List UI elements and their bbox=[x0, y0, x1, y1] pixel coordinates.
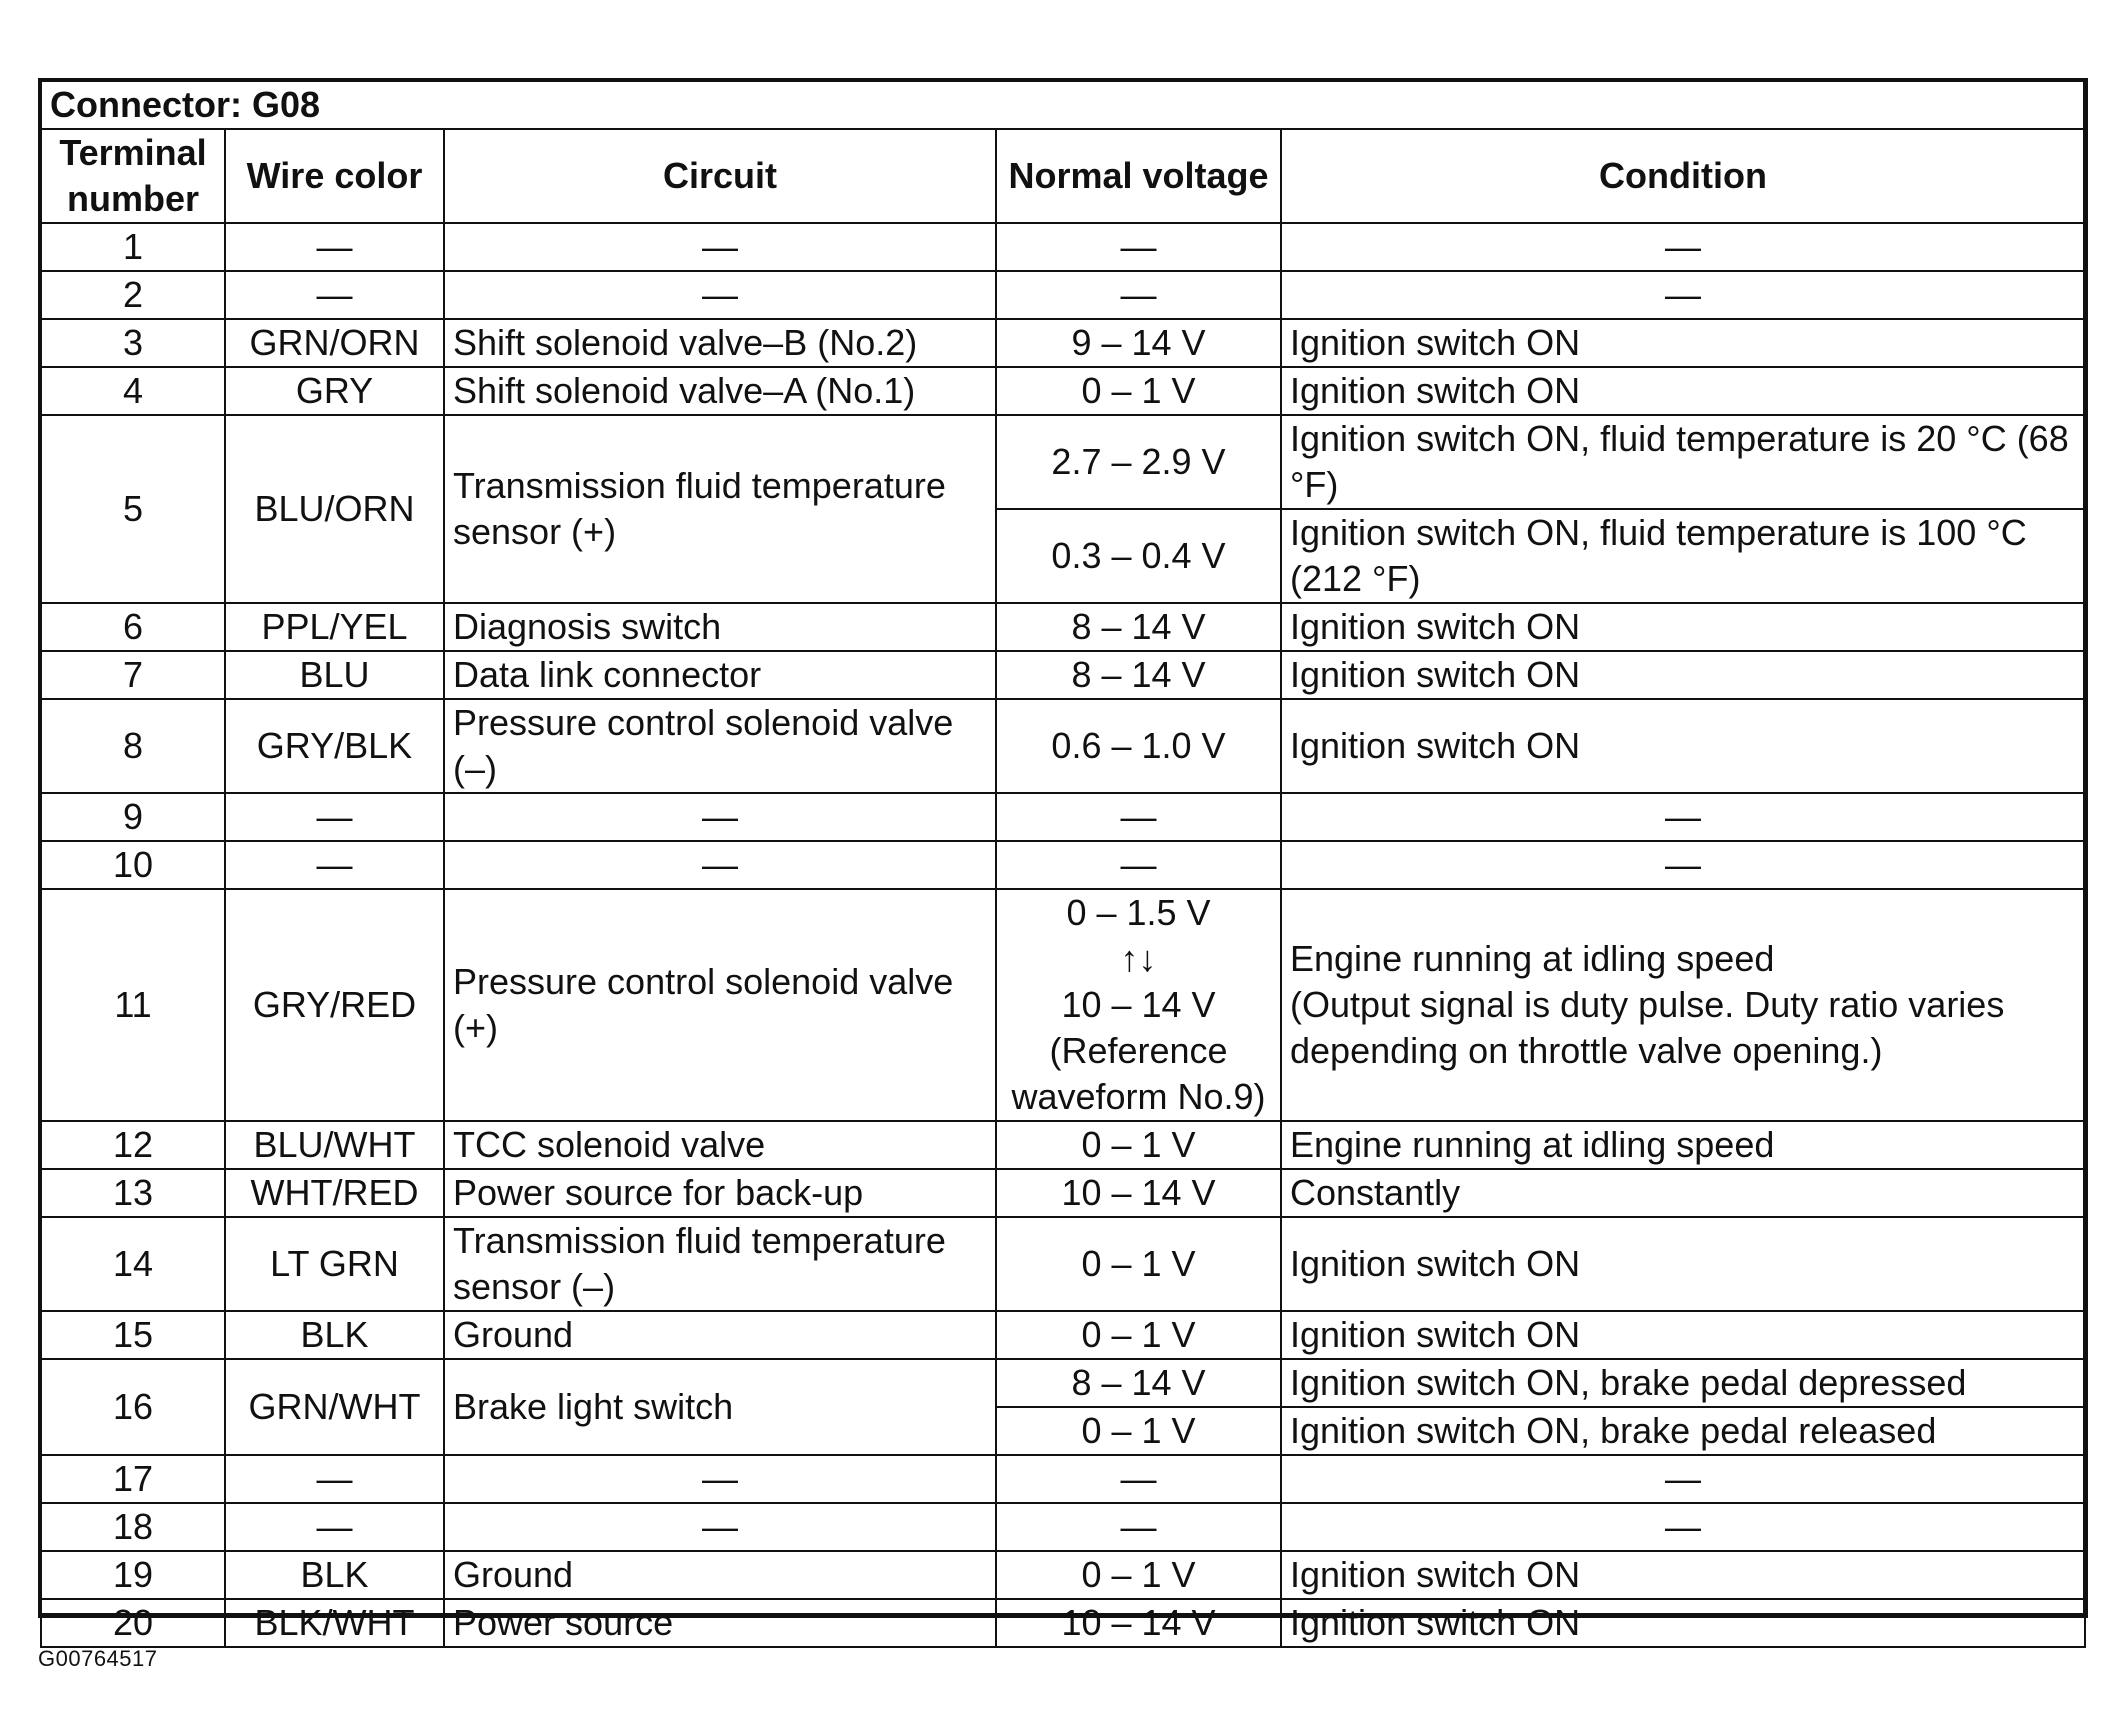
voltage-cell: 9 – 14 V bbox=[996, 319, 1281, 367]
connector-title: Connector: G08 bbox=[41, 81, 2085, 129]
condition-line: Engine running at idling speed bbox=[1290, 938, 1775, 979]
condition-cell: Ignition switch ON, brake pedal released bbox=[1281, 1407, 2085, 1455]
terminal-cell: 4 bbox=[41, 367, 225, 415]
wire-color-cell: GRN/WHT bbox=[225, 1359, 444, 1455]
table-row bbox=[41, 1455, 2085, 1503]
condition-cell: Ignition switch ON bbox=[1281, 1551, 2085, 1599]
voltage-cell: — bbox=[996, 793, 1281, 841]
up-down-arrows-icon: ↑↓ bbox=[1120, 938, 1157, 979]
figure-id: G00764517 bbox=[38, 1646, 158, 1671]
wire-color-cell: — bbox=[225, 1503, 444, 1551]
terminal-cell: 5 bbox=[41, 415, 225, 603]
condition-cell bbox=[1281, 889, 2085, 1121]
condition-cell: Ignition switch ON, fluid temperature is 100 °C (212 °F) bbox=[1281, 509, 2085, 603]
terminal-cell: 17 bbox=[41, 1455, 225, 1503]
circuit-cell: Brake light switch bbox=[444, 1359, 996, 1455]
circuit-cell: — bbox=[444, 223, 996, 271]
table-row bbox=[41, 1503, 2085, 1551]
condition-cell: Ignition switch ON bbox=[1281, 651, 2085, 699]
voltage-line: 0 – 1.5 V bbox=[1066, 892, 1211, 933]
voltage-cell: 0 – 1 V bbox=[996, 1217, 1281, 1311]
circuit-cell: Shift solenoid valve–B (No.2) bbox=[444, 319, 996, 367]
wire-color-cell: — bbox=[225, 271, 444, 319]
terminal-cell: 14 bbox=[41, 1217, 225, 1311]
terminal-cell: 11 bbox=[41, 889, 225, 1121]
table-row bbox=[41, 415, 2085, 509]
header-wire-color: Wire color bbox=[225, 129, 444, 223]
table-row bbox=[41, 1121, 2085, 1169]
voltage-cell: 0 – 1 V bbox=[996, 1407, 1281, 1455]
header-circuit: Circuit bbox=[444, 129, 996, 223]
circuit-cell: Ground bbox=[444, 1311, 996, 1359]
circuit-cell: Transmission fluid temperature sensor (+) bbox=[444, 415, 996, 603]
voltage-cell bbox=[996, 889, 1281, 1121]
voltage-cell: 10 – 14 V bbox=[996, 1169, 1281, 1217]
wire-color-cell: BLU/ORN bbox=[225, 415, 444, 603]
terminal-cell: 7 bbox=[41, 651, 225, 699]
circuit-cell: — bbox=[444, 1503, 996, 1551]
circuit-cell: Pressure control solenoid valve (–) bbox=[444, 699, 996, 793]
wire-color-cell: BLU/WHT bbox=[225, 1121, 444, 1169]
table-row bbox=[41, 1169, 2085, 1217]
voltage-cell: 8 – 14 V bbox=[996, 1359, 1281, 1407]
table-row bbox=[41, 1359, 2085, 1407]
voltage-cell: 0 – 1 V bbox=[996, 1311, 1281, 1359]
table-row bbox=[41, 1311, 2085, 1359]
voltage-cell: — bbox=[996, 841, 1281, 889]
circuit-cell: Transmission fluid temperature sensor (–) bbox=[444, 1217, 996, 1311]
terminal-cell: 6 bbox=[41, 603, 225, 651]
table-row bbox=[41, 1551, 2085, 1599]
wire-color-cell: WHT/RED bbox=[225, 1169, 444, 1217]
voltage-cell: — bbox=[996, 1455, 1281, 1503]
circuit-cell: Data link connector bbox=[444, 651, 996, 699]
wire-color-cell: GRN/ORN bbox=[225, 319, 444, 367]
terminal-cell: 12 bbox=[41, 1121, 225, 1169]
terminal-cell: 15 bbox=[41, 1311, 225, 1359]
condition-cell: — bbox=[1281, 271, 2085, 319]
condition-cell: Ignition switch ON, fluid temperature is 20 °C (68 °F) bbox=[1281, 415, 2085, 509]
voltage-line: (Reference bbox=[1049, 1030, 1228, 1071]
circuit-cell: — bbox=[444, 841, 996, 889]
wire-color-cell: GRY/RED bbox=[225, 889, 444, 1121]
terminal-cell: 2 bbox=[41, 271, 225, 319]
condition-line: (Output signal is duty pulse. Duty ratio varies depending on throttle valve opening.) bbox=[1290, 984, 2005, 1071]
circuit-cell: Shift solenoid valve–A (No.1) bbox=[444, 367, 996, 415]
wire-color-cell: BLU bbox=[225, 651, 444, 699]
table-row bbox=[41, 889, 2085, 1121]
wire-color-cell: BLK/WHT bbox=[225, 1599, 444, 1647]
condition-cell: Ignition switch ON bbox=[1281, 319, 2085, 367]
circuit-cell: — bbox=[444, 271, 996, 319]
header-condition: Condition bbox=[1281, 129, 2085, 223]
wire-color-cell: LT GRN bbox=[225, 1217, 444, 1311]
header-normal-voltage: Normal voltage bbox=[996, 129, 1281, 223]
connector-table bbox=[40, 80, 2086, 1648]
condition-cell: — bbox=[1281, 841, 2085, 889]
table-row bbox=[41, 841, 2085, 889]
voltage-cell: 2.7 – 2.9 V bbox=[996, 415, 1281, 509]
wire-color-cell: — bbox=[225, 223, 444, 271]
condition-cell: Constantly bbox=[1281, 1169, 2085, 1217]
wire-color-cell: PPL/YEL bbox=[225, 603, 444, 651]
circuit-cell: Power source bbox=[444, 1599, 996, 1647]
condition-cell: — bbox=[1281, 1503, 2085, 1551]
header-terminal-number: Terminal number bbox=[41, 129, 225, 223]
condition-cell: — bbox=[1281, 793, 2085, 841]
condition-cell: Ignition switch ON bbox=[1281, 1217, 2085, 1311]
terminal-cell: 3 bbox=[41, 319, 225, 367]
condition-cell: — bbox=[1281, 223, 2085, 271]
terminal-cell: 8 bbox=[41, 699, 225, 793]
wire-color-cell: — bbox=[225, 793, 444, 841]
table-row bbox=[41, 367, 2085, 415]
condition-cell: Ignition switch ON, brake pedal depressed bbox=[1281, 1359, 2085, 1407]
voltage-cell: 0 – 1 V bbox=[996, 1121, 1281, 1169]
circuit-cell: TCC solenoid valve bbox=[444, 1121, 996, 1169]
table-row bbox=[41, 1217, 2085, 1311]
table-row bbox=[41, 699, 2085, 793]
table-row bbox=[41, 319, 2085, 367]
voltage-cell: 8 – 14 V bbox=[996, 603, 1281, 651]
circuit-cell: Pressure control solenoid valve (+) bbox=[444, 889, 996, 1121]
terminal-cell: 1 bbox=[41, 223, 225, 271]
terminal-cell: 9 bbox=[41, 793, 225, 841]
voltage-cell: 10 – 14 V bbox=[996, 1599, 1281, 1647]
wire-color-cell: GRY/BLK bbox=[225, 699, 444, 793]
wire-color-cell: BLK bbox=[225, 1551, 444, 1599]
circuit-cell: — bbox=[444, 793, 996, 841]
condition-cell: Ignition switch ON bbox=[1281, 603, 2085, 651]
voltage-cell: 0.6 – 1.0 V bbox=[996, 699, 1281, 793]
terminal-cell: 13 bbox=[41, 1169, 225, 1217]
circuit-cell: — bbox=[444, 1455, 996, 1503]
circuit-cell: Power source for back-up bbox=[444, 1169, 996, 1217]
terminal-cell: 10 bbox=[41, 841, 225, 889]
voltage-cell: 0 – 1 V bbox=[996, 1551, 1281, 1599]
voltage-cell: — bbox=[996, 223, 1281, 271]
table-row bbox=[41, 651, 2085, 699]
voltage-cell: — bbox=[996, 271, 1281, 319]
wire-color-cell: BLK bbox=[225, 1311, 444, 1359]
table-row bbox=[41, 603, 2085, 651]
condition-cell: Ignition switch ON bbox=[1281, 1311, 2085, 1359]
table-row bbox=[41, 271, 2085, 319]
wire-color-cell: — bbox=[225, 841, 444, 889]
condition-cell: Ignition switch ON bbox=[1281, 367, 2085, 415]
table-row bbox=[41, 793, 2085, 841]
terminal-cell: 16 bbox=[41, 1359, 225, 1455]
voltage-cell: 0 – 1 V bbox=[996, 367, 1281, 415]
condition-cell: Ignition switch ON bbox=[1281, 699, 2085, 793]
voltage-cell: 0.3 – 0.4 V bbox=[996, 509, 1281, 603]
voltage-cell: — bbox=[996, 1503, 1281, 1551]
table-row bbox=[41, 223, 2085, 271]
terminal-cell: 20 bbox=[41, 1599, 225, 1647]
wire-color-cell: GRY bbox=[225, 367, 444, 415]
circuit-cell: Diagnosis switch bbox=[444, 603, 996, 651]
condition-cell: Engine running at idling speed bbox=[1281, 1121, 2085, 1169]
circuit-cell: Ground bbox=[444, 1551, 996, 1599]
voltage-cell: 8 – 14 V bbox=[996, 651, 1281, 699]
condition-cell: Ignition switch ON bbox=[1281, 1599, 2085, 1647]
terminal-cell: 19 bbox=[41, 1551, 225, 1599]
voltage-line: waveform No.9) bbox=[1011, 1076, 1266, 1117]
wire-color-cell: — bbox=[225, 1455, 444, 1503]
table-row bbox=[41, 1599, 2085, 1647]
terminal-cell: 18 bbox=[41, 1503, 225, 1551]
voltage-line: 10 – 14 V bbox=[1061, 984, 1216, 1025]
condition-cell: — bbox=[1281, 1455, 2085, 1503]
